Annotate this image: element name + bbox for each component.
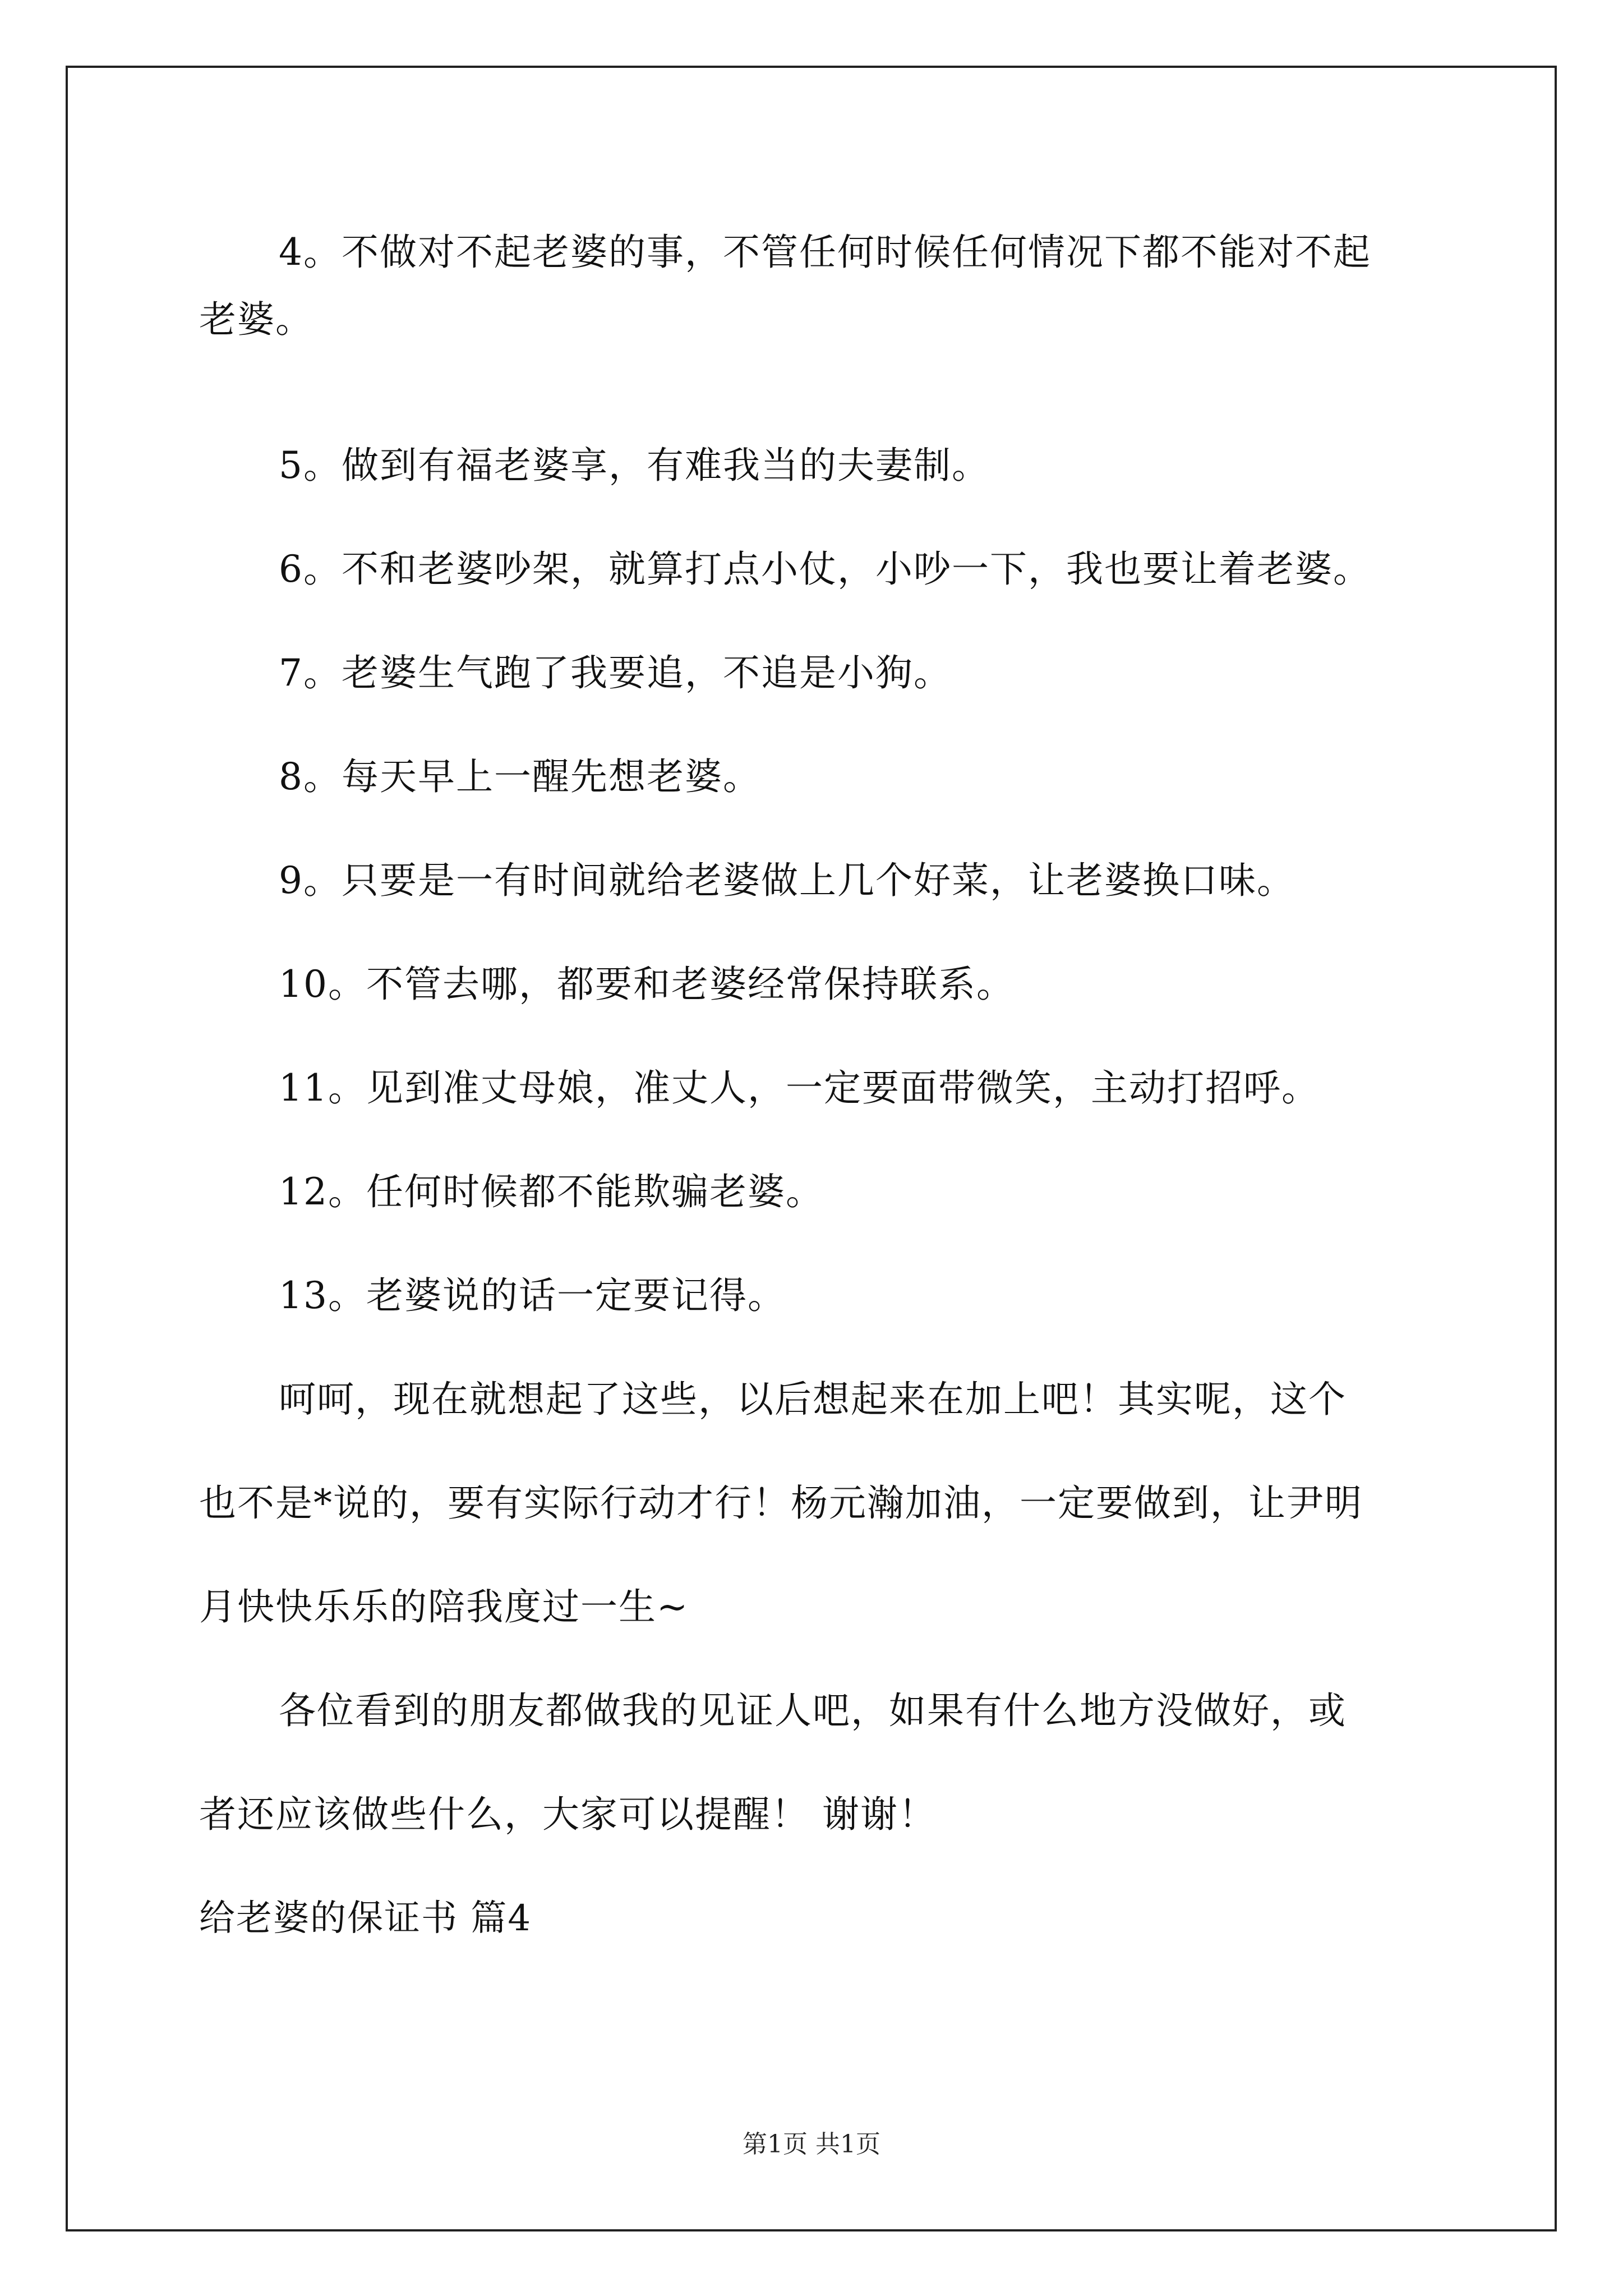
paragraph-closing-line-1: 呵呵，现在就想起了这些，以后想起来在加上吧！其实呢，这个 — [279, 1378, 1347, 1421]
list-item-4: 4。不做对不起老婆的事，不管任何时候任何情况下都不能对不起 — [279, 231, 1371, 274]
list-item-8: 8。每天早上一醒先想老婆。 — [279, 755, 761, 798]
section-heading: 给老婆的保证书 篇4 — [199, 1898, 532, 1939]
list-item-11: 11。见到准丈母娘，准丈人，一定要面带微笑，主动打招呼。 — [279, 1066, 1320, 1110]
paragraph-witness-line-1: 各位看到的朋友都做我的见证人吧，如果有什么地方没做好，或 — [279, 1689, 1347, 1732]
list-item-12: 12。任何时候都不能欺骗老婆。 — [279, 1170, 824, 1213]
list-item-7: 7。老婆生气跑了我要追，不追是小狗。 — [279, 651, 952, 694]
list-item-6: 6。不和老婆吵架，就算打点小仗，小吵一下，我也要让着老婆。 — [279, 547, 1371, 591]
list-item-13: 13。老婆说的话一定要记得。 — [279, 1274, 786, 1317]
paragraph-closing-line-3: 月快快乐乐的陪我度过一生~ — [199, 1585, 689, 1628]
paragraph-witness-line-2: 者还应该做些什么，大家可以提醒！ 谢谢！ — [199, 1793, 937, 1836]
list-item-4-continuation: 老婆。 — [199, 298, 313, 341]
page-footer: 第1页 共1页 — [743, 2130, 880, 2159]
list-item-5: 5。做到有福老婆享，有难我当的夫妻制。 — [279, 444, 990, 487]
list-item-10: 10。不管去哪，都要和老婆经常保持联系。 — [279, 963, 1015, 1006]
list-item-9: 9。只要是一有时间就给老婆做上几个好菜，让老婆换口味。 — [279, 859, 1295, 902]
paragraph-closing-line-2: 也不是*说的，要有实际行动才行！杨元瀚加油，一定要做到，让尹明 — [199, 1481, 1363, 1525]
